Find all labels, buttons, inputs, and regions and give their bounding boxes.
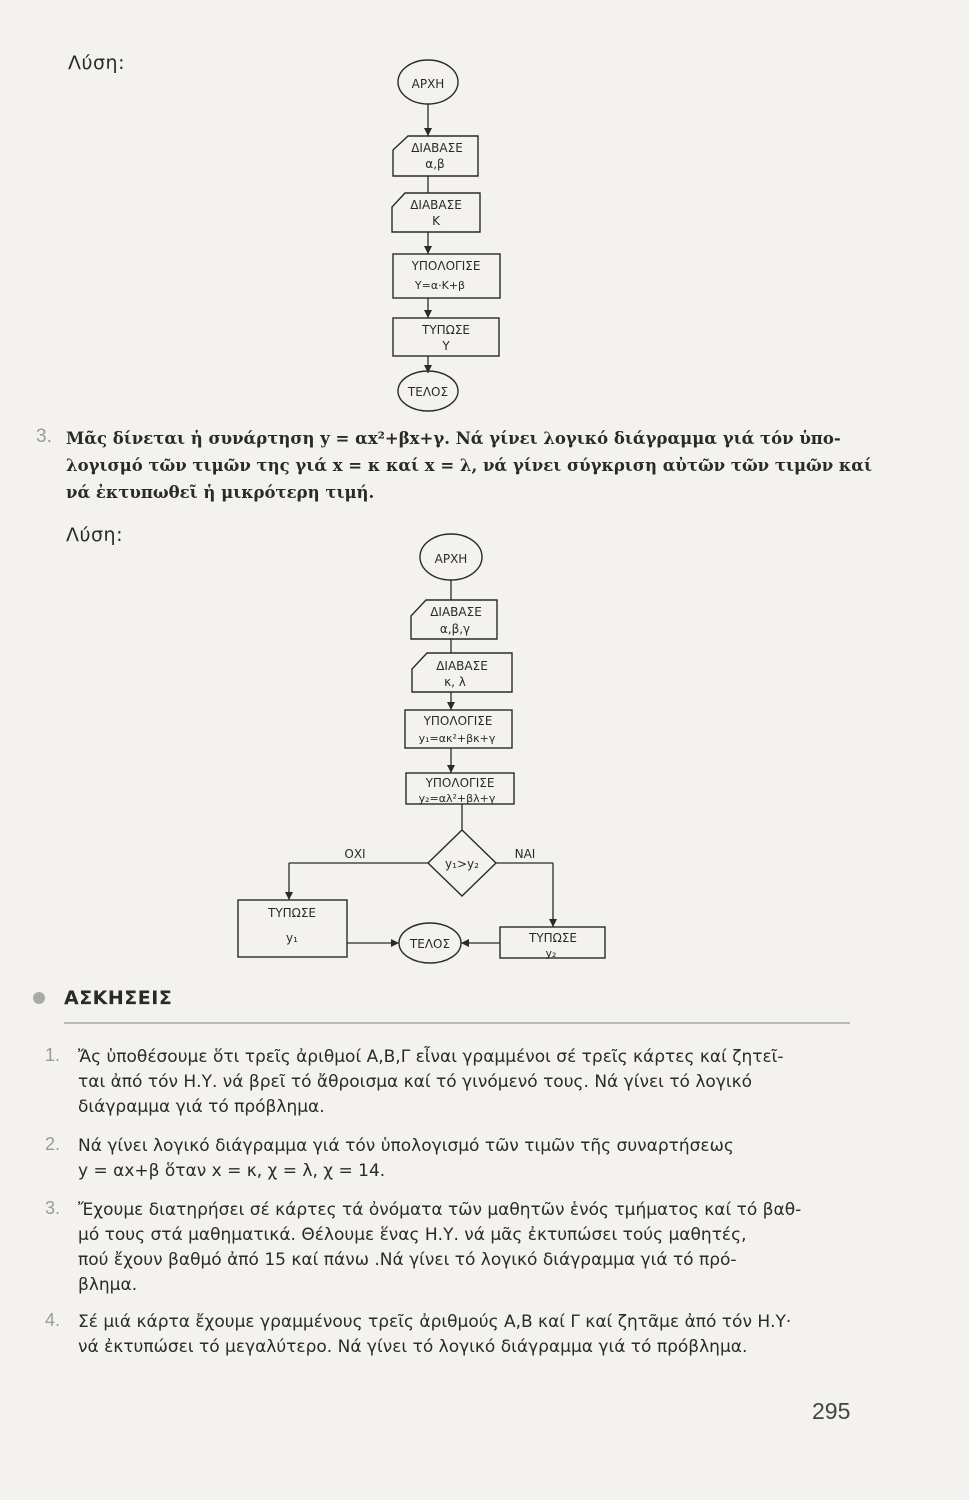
fc2-read2-vars: κ, λ (444, 675, 466, 689)
fc2-compute1-title: ΥΠΟΛΟΓΙΣΕ (423, 714, 493, 728)
fc2-print-left-title: ΤΥΠΩΣΕ (267, 906, 317, 920)
fc2-print-right-vars: y₂ (545, 947, 557, 960)
exercises-title: ΑΣΚΗΣΕΙΣ (64, 987, 173, 1009)
problem-3-line: νά ἐκτυπωθεῖ ἡ μικρότερη τιμή. (66, 483, 375, 502)
fc2-start-label: ΑΡΧΗ (434, 552, 468, 566)
fc2-compute1-formula: y₁=ακ²+βκ+γ (418, 732, 496, 745)
flowchart-2 (0, 520, 969, 975)
exercise-3-number: 3. (45, 1198, 61, 1218)
exercise-2-text (78, 1134, 734, 1184)
fc1-read2-title: ΔΙΑΒΑΣΕ (410, 198, 462, 212)
section-divider (64, 1022, 850, 1024)
section-bullet-icon (33, 992, 45, 1004)
fc1-start-label: ΑΡΧΗ (411, 77, 445, 91)
fc1-read1-vars: α,β (425, 157, 445, 171)
fc1-compute-title: ΥΠΟΛΟΓΙΣΕ (411, 259, 481, 273)
fc1-compute-formula: Υ=α·Κ+β (414, 279, 466, 292)
fc2-yes-label: ΝΑΙ (514, 847, 536, 861)
page-number: 295 (812, 1398, 851, 1424)
problem-3-line: Μᾶς δίνεται ἡ συνάρτηση y = αx²+βx+γ. Νά γίνει λογικό διάγραμμα γιά τόν ὑπο- (66, 429, 841, 448)
exercise-line: βλημα. (78, 1275, 138, 1295)
exercise-4-text (78, 1310, 791, 1360)
fc1-read2-vars: Κ (432, 214, 440, 228)
exercise-line: μό τους στά μαθηματικά. Θέλουμε ἕνας Η.Υ. νά μᾶς ἐκτυπώσει τούς μαθητές, (78, 1225, 747, 1245)
fc2-no-label: ΟΧΙ (344, 847, 366, 861)
fc2-read1-vars: α,β,γ (439, 622, 471, 636)
exercise-line: Ἄς ὑποθέσουμε ὅτι τρεῖς ἀριθμοί Α,Β,Γ εἶναι γραμμένοι σέ τρεῖς κάρτες καί ζητεῖ- (78, 1047, 784, 1067)
exercise-line: Ἔχουμε διατηρήσει σέ κάρτες τά ὀνόματα τῶν μαθητῶν ἑνός τμήματος καί τό βαθ- (78, 1200, 802, 1220)
fc2-compute2-title: ΥΠΟΛΟΓΙΣΕ (425, 776, 495, 790)
solution-label-2: Λύση: (66, 524, 123, 546)
exercise-line: νά ἐκτυπώσει τό μεγαλύτερο. Νά γίνει τό λογικό διάγραμμα γιά τό πρόβλημα. (78, 1337, 748, 1357)
exercise-line: Σέ μιά κάρτα ἔχουμε γραμμένους τρεῖς ἀριθμούς Α,Β καί Γ καί ζητᾶμε ἀπό τόν Η.Υ· (78, 1312, 792, 1332)
fc2-decision-label: y₁>y₂ (445, 857, 479, 871)
exercise-line: Νά γίνει λογικό διάγραμμα γιά τόν ὑπολογισμό τῶν τιμῶν τῆς συναρτήσεως (78, 1136, 734, 1156)
problem-3-number: 3. (36, 426, 52, 447)
exercise-4-number: 4. (45, 1310, 61, 1330)
exercise-3-text (78, 1198, 801, 1298)
exercise-2-number: 2. (45, 1134, 61, 1154)
exercise-1-number: 1. (45, 1045, 61, 1065)
problem-3-text (66, 425, 872, 506)
flowchart-1 (0, 0, 969, 420)
exercise-1-text (78, 1045, 784, 1120)
exercise-line: y = αx+β ὅταν x = κ, χ = λ, χ = 14. (78, 1161, 386, 1181)
fc2-compute2-formula: y₂=αλ²+βλ+γ (418, 792, 496, 805)
problem-3-line: λογισμό τῶν τιμῶν της γιά x = κ καί x = λ, νά γίνει σύγκριση αὐτῶν τῶν τιμῶν καί (66, 456, 872, 475)
fc2-read2-title: ΔΙΑΒΑΣΕ (436, 659, 488, 673)
fc2-print-left-vars: y₁ (286, 931, 298, 945)
fc1-print-title: ΤΥΠΩΣΕ (421, 323, 471, 337)
fc1-read1-title: ΔΙΑΒΑΣΕ (411, 141, 463, 155)
fc2-print-right-title: ΤΥΠΩΣΕ (528, 931, 578, 945)
exercise-line: ται ἀπό τόν Η.Υ. νά βρεῖ τό ἄθροισμα καί τό γινόμενό τους. Νά γίνει τό λογικό (78, 1072, 753, 1092)
fc2-end-label: ΤΕΛΟΣ (409, 937, 451, 951)
exercise-line: πού ἔχουν βαθμό ἀπό 15 καί πάνω .Νά γίνει τό λογικό διάγραμμα γιά τό πρό- (78, 1250, 737, 1270)
fc2-read1-title: ΔΙΑΒΑΣΕ (430, 605, 482, 619)
exercise-line: διάγραμμα γιά τό πρόβλημα. (78, 1097, 325, 1117)
solution-label-1: Λύση: (68, 52, 125, 74)
fc1-print-vars: Y (442, 339, 450, 353)
fc1-end-label: ΤΕΛΟΣ (407, 385, 449, 399)
